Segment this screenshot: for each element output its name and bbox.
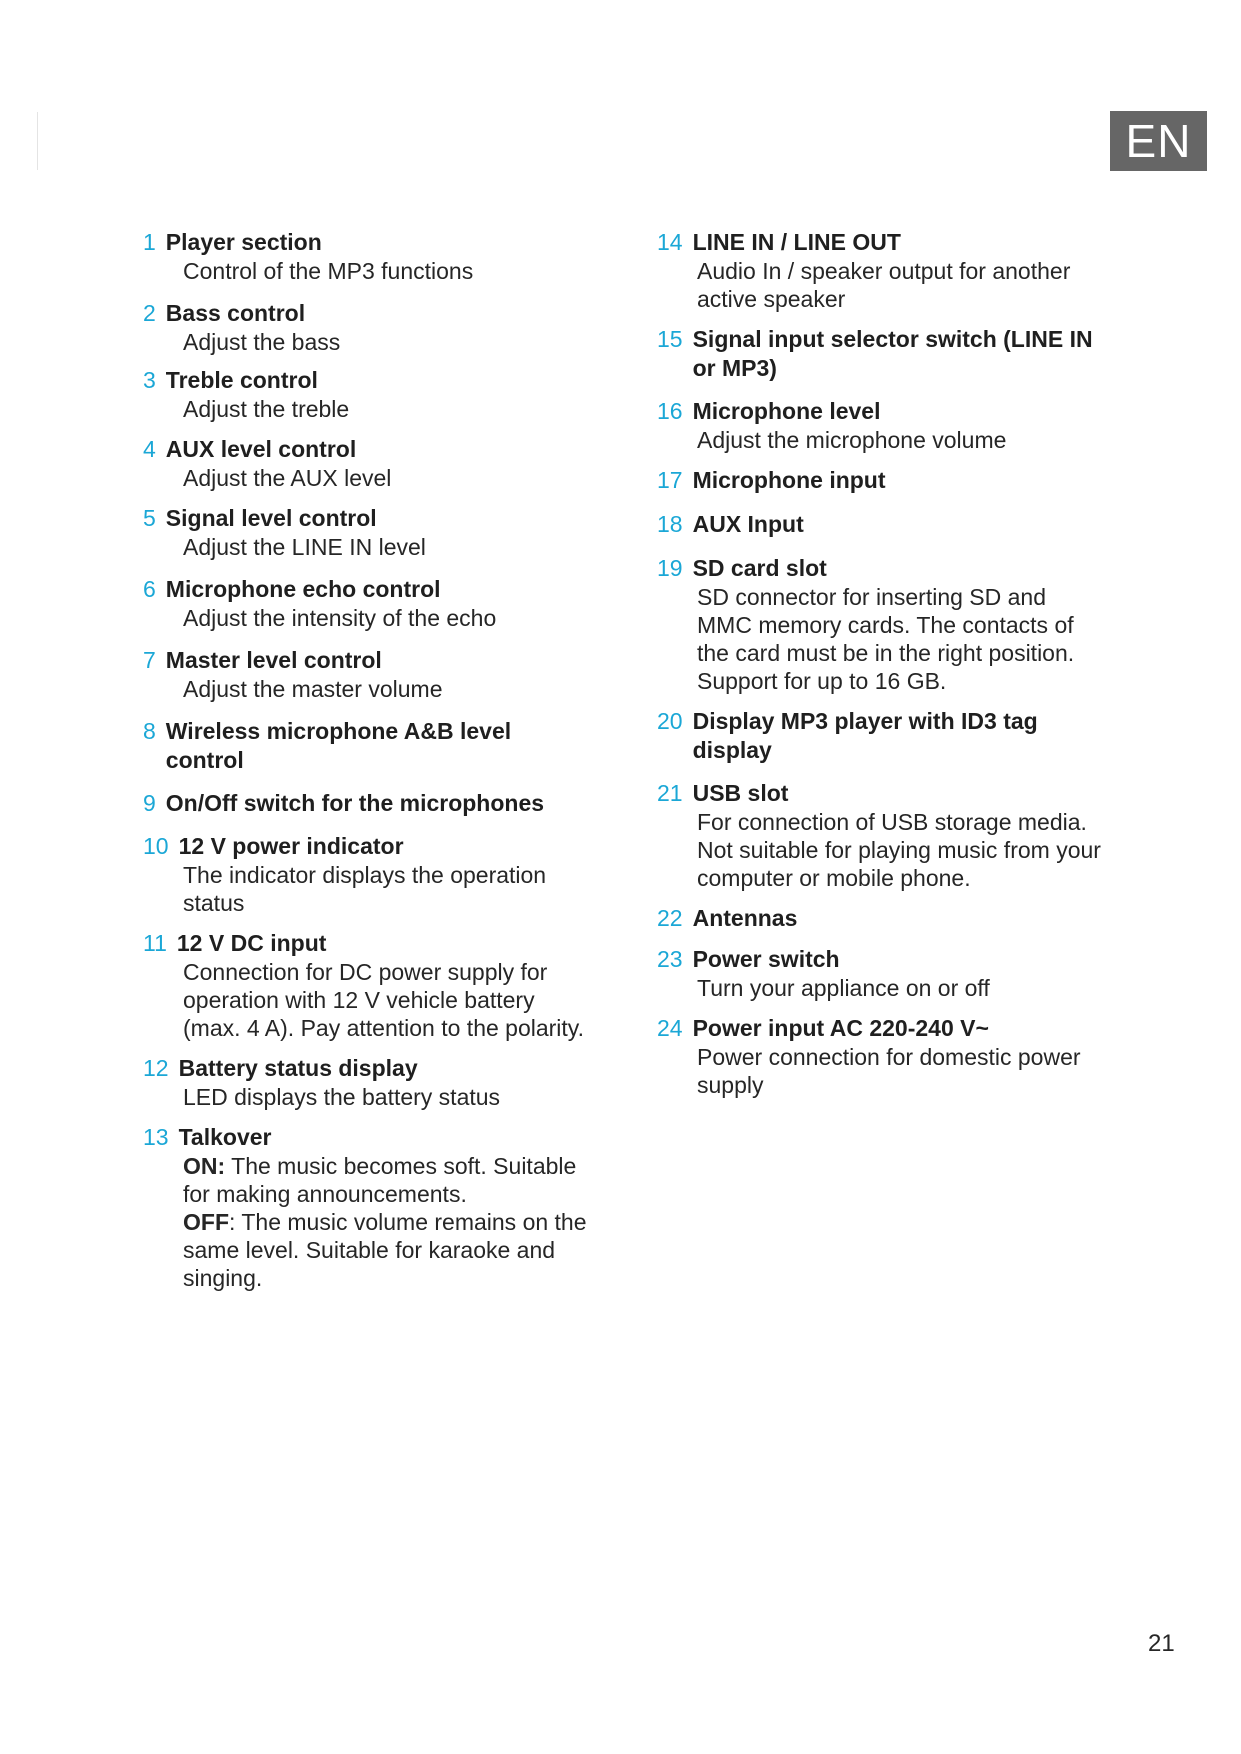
- list-item: [657, 1014, 1127, 1099]
- list-item: [143, 575, 623, 632]
- item-number: 18: [657, 511, 683, 537]
- talkover-off: [183, 1208, 603, 1292]
- item-description: For connection of USB storage media. Not suitable for playing music from your computer or mobile phone.: [697, 809, 1101, 891]
- item-number: 10: [143, 833, 169, 859]
- list-item: [143, 832, 623, 917]
- item-title: USB slot: [692, 780, 789, 806]
- item-description: SD connector for inserting SD and MMC memory cards. The contacts of the card must be in the right position. Support for up to 16 GB.: [697, 584, 1075, 694]
- item-description: Adjust the LINE IN level: [183, 534, 426, 560]
- list-item: [657, 554, 1127, 695]
- list-item: [143, 717, 623, 775]
- list-item: [143, 299, 623, 356]
- list-item: [143, 366, 623, 423]
- item-title: Master level control: [165, 647, 382, 673]
- item-number: 3: [143, 367, 156, 393]
- item-description: Connection for DC power supply for operation with 12 V vehicle battery (max. 4 A). Pay attention to the polarity.: [183, 959, 584, 1041]
- item-description: Adjust the AUX level: [183, 465, 392, 491]
- margin-rule: [37, 112, 38, 170]
- page-number: 21: [1148, 1630, 1175, 1657]
- item-title: Treble control: [165, 367, 318, 393]
- list-item: [657, 325, 1127, 383]
- list-item: [143, 646, 623, 703]
- item-title: Power input AC 220-240 V~: [692, 1015, 989, 1041]
- item-number: 12: [143, 1055, 169, 1081]
- item-number: 14: [657, 229, 683, 255]
- list-item: [657, 466, 1127, 495]
- item-title: Battery status display: [178, 1055, 418, 1081]
- item-number: 1: [143, 229, 156, 255]
- left-column: [143, 228, 623, 1304]
- item-title: Player section: [165, 229, 322, 255]
- list-item: [143, 789, 623, 818]
- item-description: Adjust the bass: [183, 329, 341, 355]
- item-description: Adjust the intensity of the echo: [183, 605, 497, 631]
- item-number: 17: [657, 467, 683, 493]
- item-title: Microphone input: [692, 467, 886, 493]
- list-item: [143, 1054, 623, 1111]
- list-item: [657, 397, 1127, 454]
- item-number: 7: [143, 647, 156, 673]
- list-item: [657, 707, 1127, 765]
- item-description: Adjust the master volume: [183, 676, 443, 702]
- list-item: [143, 1123, 623, 1292]
- right-column: [657, 228, 1127, 1111]
- item-number: 8: [143, 718, 156, 744]
- item-title: AUX Input: [692, 511, 804, 537]
- item-title: Antennas: [692, 905, 798, 931]
- item-number: 4: [143, 436, 156, 462]
- item-title: Signal input selector switch (LINE IN or MP3): [692, 326, 1093, 381]
- item-number: 9: [143, 790, 156, 816]
- item-title: LINE IN / LINE OUT: [692, 229, 901, 255]
- item-number: 24: [657, 1015, 683, 1041]
- item-description: Audio In / speaker output for another active speaker: [697, 258, 1071, 312]
- list-item: [657, 904, 1127, 933]
- item-description: Adjust the microphone volume: [697, 427, 1007, 453]
- talkover-on-label: ON:: [183, 1153, 226, 1179]
- item-title: Display MP3 player with ID3 tag display: [692, 708, 1038, 763]
- item-description: Control of the MP3 functions: [183, 258, 474, 284]
- item-description: Adjust the treble: [183, 396, 350, 422]
- list-item: [143, 228, 623, 285]
- item-number: 22: [657, 905, 683, 931]
- list-item: [143, 435, 623, 492]
- item-number: 21: [657, 780, 683, 806]
- item-description: The indicator displays the operation status: [183, 862, 547, 916]
- list-item: [657, 510, 1127, 539]
- item-title: Signal level control: [165, 505, 377, 531]
- item-title: 12 V DC input: [176, 930, 327, 956]
- list-item: [657, 945, 1127, 1002]
- item-title: Bass control: [165, 300, 306, 326]
- list-item: [657, 228, 1127, 313]
- item-number: 13: [143, 1124, 169, 1150]
- item-number: 16: [657, 398, 683, 424]
- item-title: SD card slot: [692, 555, 827, 581]
- item-title: Wireless microphone A&B level control: [165, 718, 512, 773]
- item-title: Microphone echo control: [165, 576, 441, 602]
- item-number: 23: [657, 946, 683, 972]
- item-title: Talkover: [178, 1124, 272, 1150]
- item-number: 19: [657, 555, 683, 581]
- item-description: Power connection for domestic power supply: [697, 1044, 1081, 1098]
- item-number: 2: [143, 300, 156, 326]
- item-title: 12 V power indicator: [178, 833, 404, 859]
- item-description: LED displays the battery status: [183, 1084, 501, 1110]
- list-item: [143, 929, 623, 1042]
- item-number: 5: [143, 505, 156, 531]
- talkover-off-label: OFF: [183, 1209, 229, 1235]
- item-number: 11: [143, 930, 167, 956]
- list-item: [657, 779, 1127, 892]
- item-number: 15: [657, 326, 683, 352]
- item-title: Power switch: [692, 946, 840, 972]
- talkover-off-text: : The music volume remains on the same level. Suitable for karaoke and singing.: [183, 1209, 587, 1291]
- item-number: 20: [657, 708, 683, 734]
- item-title: Microphone level: [692, 398, 881, 424]
- language-badge: EN: [1110, 111, 1207, 171]
- talkover-on: [183, 1152, 603, 1208]
- list-item: [143, 504, 623, 561]
- talkover-on-text: The music becomes soft. Suitable for making announcements.: [183, 1153, 577, 1207]
- item-description: Turn your appliance on or off: [697, 975, 990, 1001]
- item-title: On/Off switch for the microphones: [165, 790, 545, 816]
- item-title: AUX level control: [165, 436, 357, 462]
- talkover-description: [143, 1152, 603, 1292]
- item-number: 6: [143, 576, 156, 602]
